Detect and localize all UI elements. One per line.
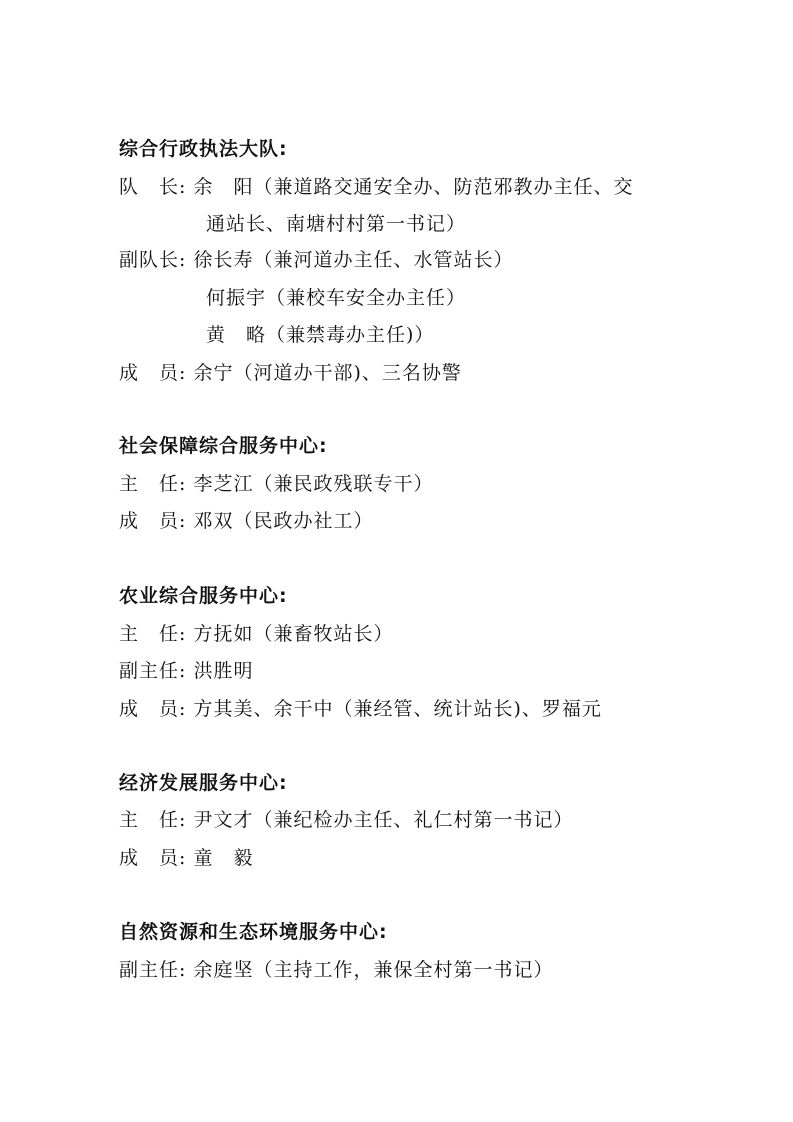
roster-line: 成 员: 童 毅	[119, 847, 254, 869]
roster-line: 黄 略（兼禁毒办主任)）	[206, 324, 435, 346]
section-heading-law-enforcement: 综合行政执法大队:	[119, 138, 288, 160]
roster-line: 成 员: 余宁（河道办干部)、三名协警	[119, 362, 462, 384]
roster-line: 主 任: 李芝江（兼民政残联专干）	[119, 473, 434, 495]
section-heading-social-security: 社会保障综合服务中心:	[119, 435, 328, 457]
roster-line: 通站长、南塘村村第一书记）	[206, 213, 467, 235]
roster-line: 副队长: 徐长寿（兼河道办主任、水管站长）	[119, 249, 514, 271]
section-heading-economic-development: 经济发展服务中心:	[119, 772, 288, 794]
roster-line: 主 任: 方抚如（兼畜牧站长）	[119, 623, 394, 645]
roster-line: 成 员: 方其美、余干中（兼经管、统计站长)、罗福元	[119, 698, 602, 720]
roster-line: 主 任: 尹文才（兼纪检办主任、礼仁村第一书记）	[119, 809, 574, 831]
section-heading-agriculture: 农业综合服务中心:	[119, 585, 288, 607]
roster-line: 成 员: 邓双（民政办社工）	[119, 510, 374, 532]
roster-line: 副主任: 洪胜明	[119, 660, 254, 682]
roster-line: 副主任: 余庭坚（主持工作，兼保全村第一书记）	[119, 959, 554, 981]
roster-line: 队 长: 余 阳（兼道路交通安全办、防范邪教办主任、交	[119, 176, 634, 198]
roster-line: 何振宇（兼校车安全办主任）	[206, 287, 467, 309]
section-heading-natural-resources: 自然资源和生态环境服务中心:	[119, 921, 388, 943]
